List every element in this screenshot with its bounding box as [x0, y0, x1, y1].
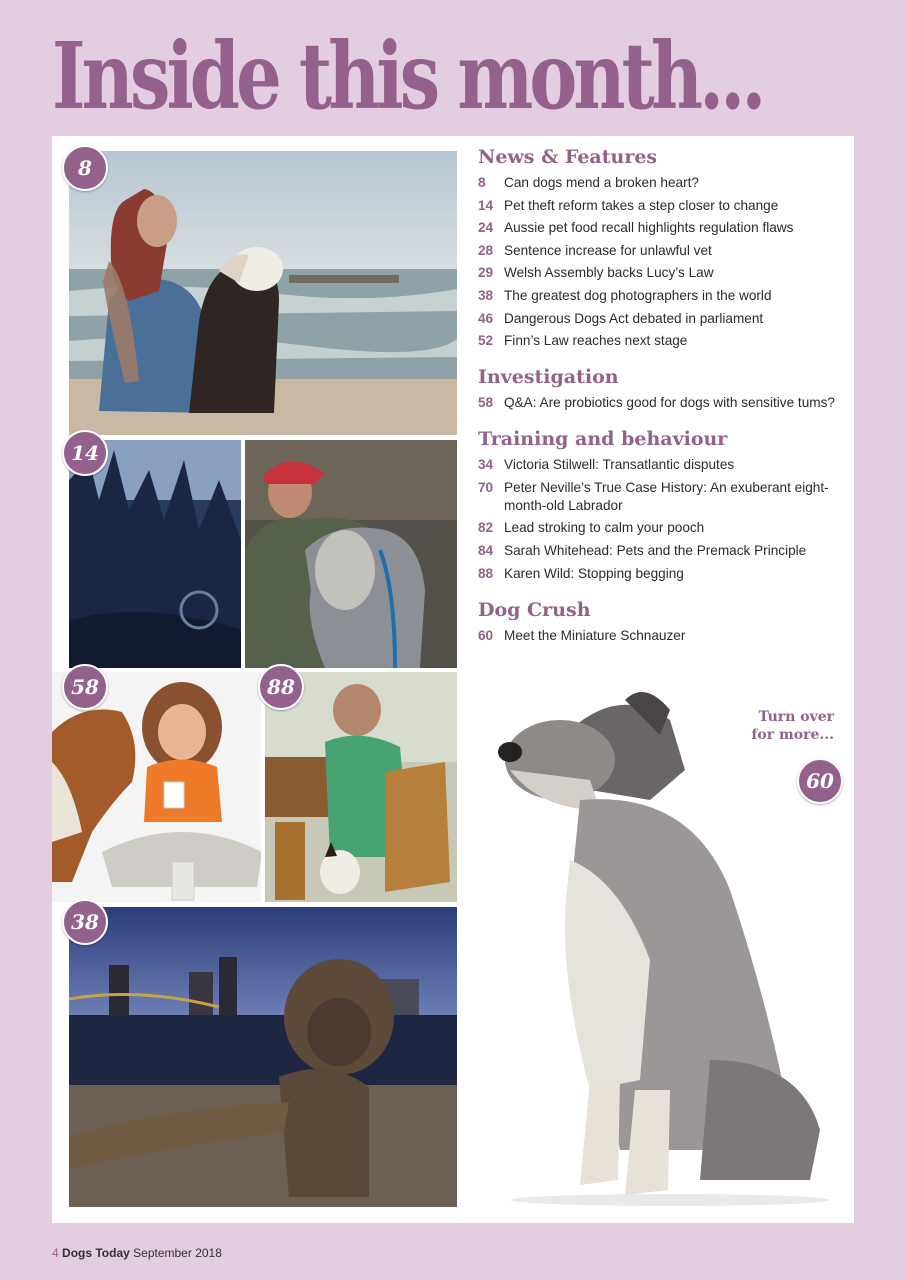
contents-entry[interactable] [478, 242, 848, 260]
entry-page: 84 [478, 542, 494, 558]
entry-title: Peter Neville’s True Case History: An exuberant eight-month-old Labrador [504, 479, 829, 513]
entry-page: 28 [478, 242, 494, 258]
entry-title: Can dogs mend a broken heart? [504, 175, 699, 190]
entry-page: 8 [478, 175, 486, 190]
entry-page: 38 [478, 287, 494, 303]
entry-title: Q&A: Are probiotics good for dogs with sensitive tums? [504, 395, 835, 411]
page-title: Inside this month... [52, 22, 763, 130]
entry-title: Sentence increase for unlawful vet [504, 242, 712, 258]
page-badge: 38 [62, 899, 108, 945]
entry-page: 88 [478, 565, 494, 581]
contents-entry[interactable] [478, 394, 848, 412]
contents-list [478, 146, 848, 661]
contents-entry[interactable] [478, 287, 848, 305]
page-badge: 8 [62, 145, 108, 191]
photo-miniature-schnauzer [470, 680, 840, 1210]
turn-over-line: for more... [751, 727, 834, 743]
entry-title: Welsh Assembly backs Lucy’s Law [504, 265, 714, 281]
photo-man-dinner-dog [265, 672, 457, 902]
section-title: Investigation [478, 366, 619, 389]
entry-title: Lead stroking to calm your pooch [504, 520, 705, 536]
photo-puppy-city-skyline [69, 907, 457, 1207]
entry-page: 14 [478, 197, 494, 213]
contents-entry[interactable] [478, 479, 848, 515]
photo-man-greyhound [245, 440, 457, 668]
entry-title: Meet the Miniature Schnauzer [504, 627, 686, 643]
turn-over-line: Turn over [758, 709, 834, 725]
contents-entry[interactable] [478, 197, 848, 215]
section-dog-crush [478, 599, 848, 645]
contents-entry[interactable] [478, 264, 848, 282]
section-news-features [478, 146, 848, 350]
entry-page: 24 [478, 220, 494, 236]
entry-title: The greatest dog photographers in the world [504, 287, 772, 303]
entry-title: Dangerous Dogs Act debated in parliament [504, 310, 764, 326]
contents-entry[interactable] [478, 310, 848, 328]
entry-page: 58 [478, 395, 494, 411]
page-footer [52, 1246, 222, 1260]
entry-page: 34 [478, 457, 494, 473]
entry-title: Victoria Stilwell: Transatlantic disputes [504, 457, 735, 473]
entry-page: 70 [478, 479, 494, 495]
section-investigation [478, 366, 848, 412]
turn-over-callout [700, 708, 834, 744]
section-title: News & Features [478, 146, 658, 168]
entry-page: 60 [478, 627, 494, 643]
contents-entry[interactable] [478, 332, 848, 350]
section-title: Training and behaviour [478, 428, 728, 451]
page-badge: 14 [62, 430, 108, 476]
magazine-name: Dogs Today [62, 1246, 130, 1260]
entry-title: Finn’s Law reaches next stage [504, 333, 688, 349]
page-badge: 60 [797, 758, 843, 804]
entry-page: 29 [478, 265, 494, 281]
page-badge: 88 [258, 664, 304, 710]
entry-page: 46 [478, 310, 494, 326]
section-title: Dog Crush [478, 598, 591, 621]
contents-entry[interactable] [478, 565, 848, 583]
section-training-behaviour [478, 428, 848, 582]
contents-entry[interactable] [478, 456, 848, 474]
contents-entry[interactable] [478, 519, 848, 537]
entry-title: Aussie pet food recall highlights regulation flaws [504, 220, 794, 236]
page-badge: 58 [62, 664, 108, 710]
issue-date: September 2018 [133, 1246, 222, 1260]
contents-entry[interactable] [478, 219, 848, 237]
entry-page: 82 [478, 520, 494, 536]
entry-page: 52 [478, 333, 494, 349]
page-number: 4 [52, 1246, 59, 1260]
contents-entry[interactable] [478, 542, 848, 560]
entry-title: Karen Wild: Stopping begging [504, 565, 684, 581]
contents-entry[interactable] [478, 174, 848, 192]
photo-beach-woman-dog [69, 151, 457, 435]
entry-title: Sarah Whitehead: Pets and the Premack Principle [504, 542, 807, 558]
contents-entry[interactable] [478, 627, 848, 645]
entry-title: Pet theft reform takes a step closer to change [504, 197, 779, 213]
photo-dark-forest [69, 440, 241, 668]
